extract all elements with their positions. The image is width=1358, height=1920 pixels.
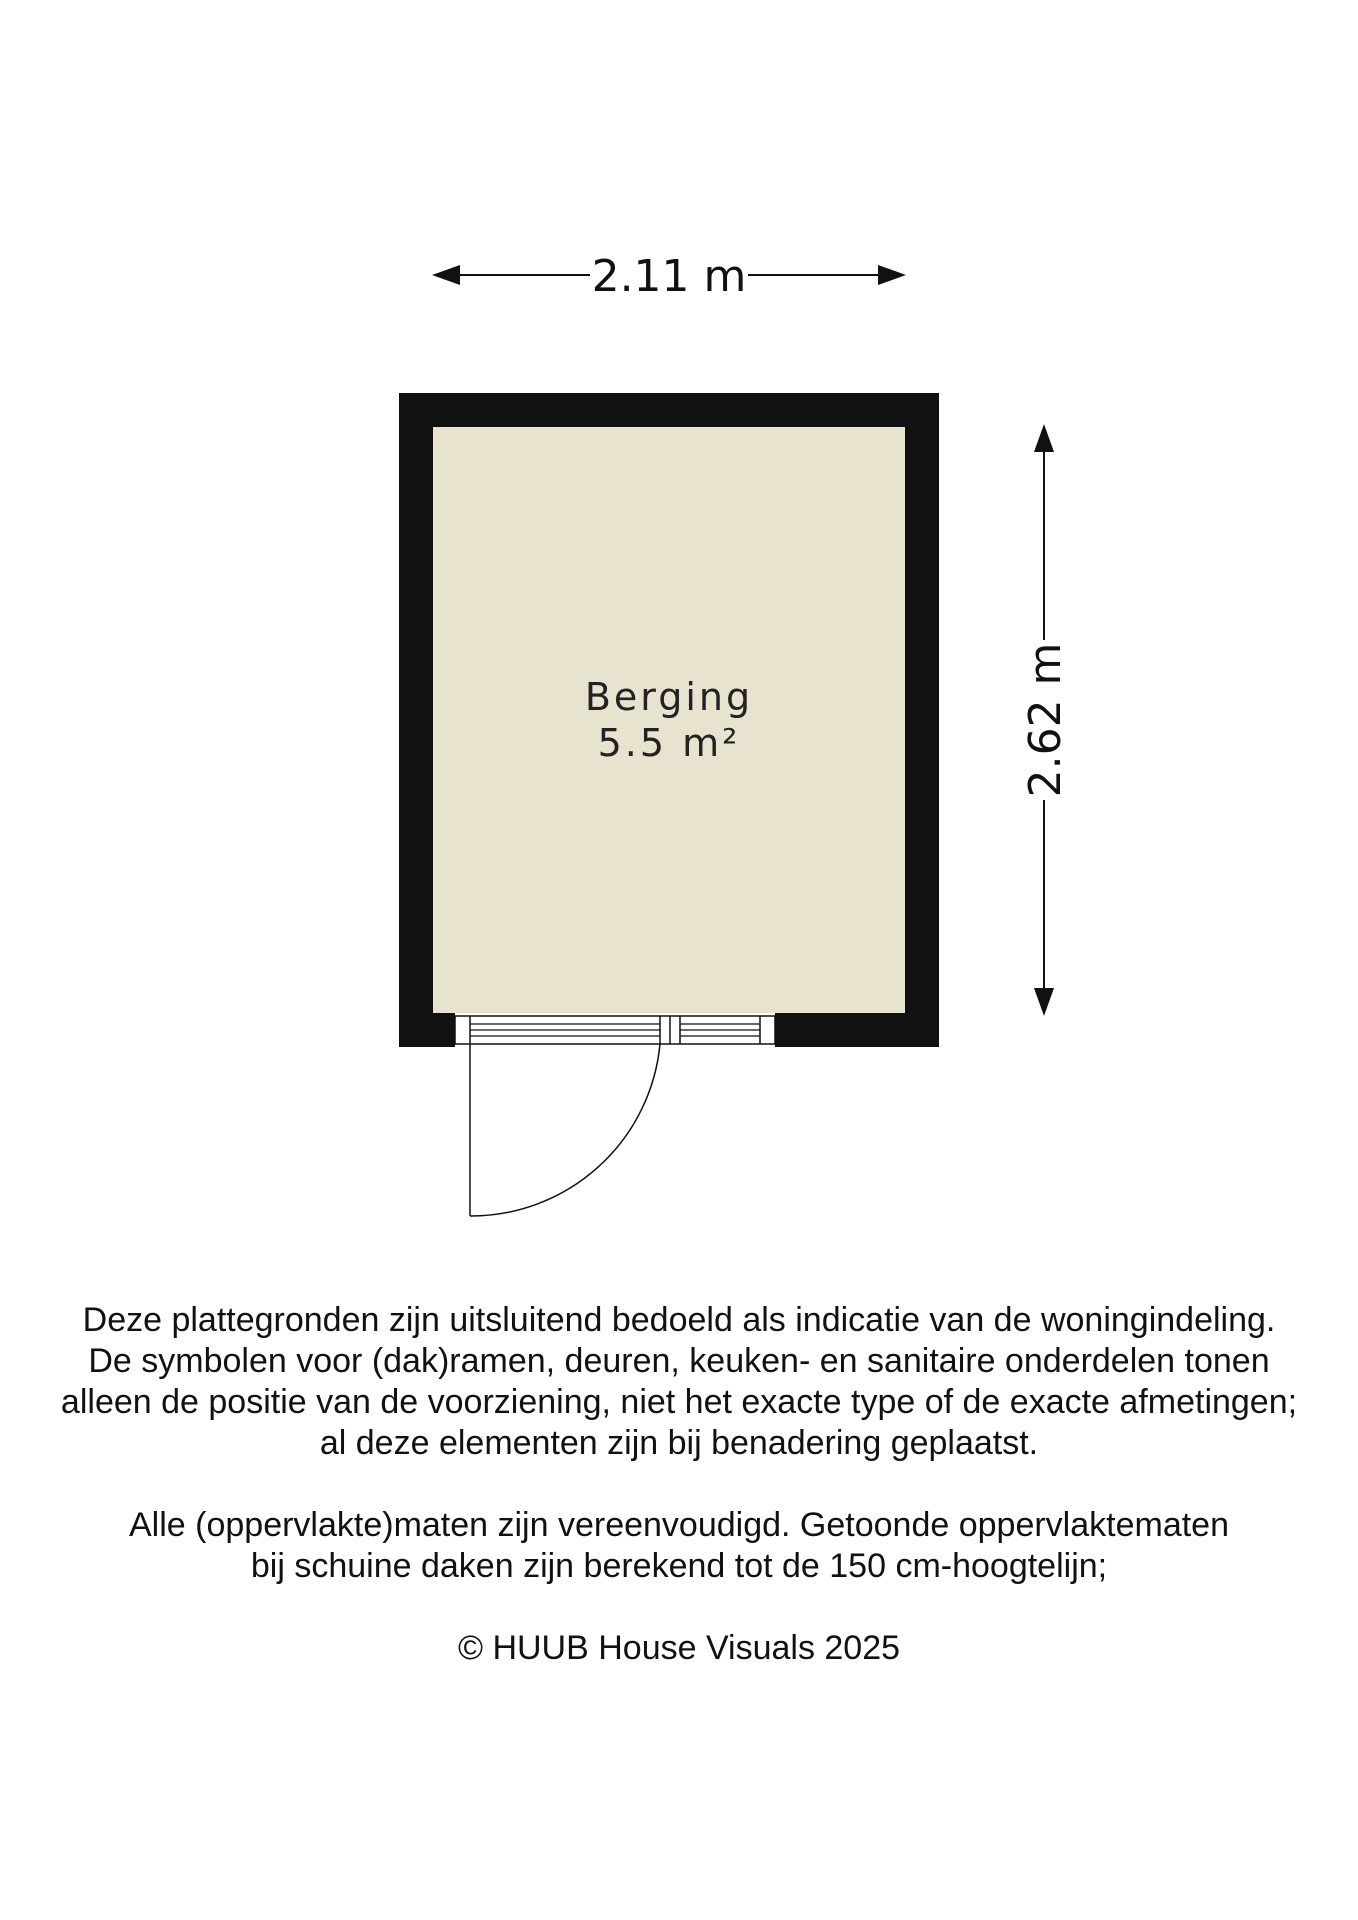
room-walls [399,393,939,1047]
disclaimer [0,1300,1358,1669]
door-arc [470,1044,660,1216]
room-floor [433,427,905,1013]
disclaimer-line: bij schuine daken zijn berekend tot de 150 cm-hoogtelijn; [250,1547,1108,1585]
door-window-frame [455,1016,775,1044]
height-label: 2.62 m [1020,642,1071,798]
width-label: 2.11 m [591,251,747,302]
disclaimer-line: Alle (oppervlakte)maten zijn vereenvoudigd. Getoonde oppervlaktematen [129,1506,1229,1544]
copyright: © HUUB House Visuals 2025 [457,1629,901,1667]
disclaimer-line: alleen de positie van de voorziening, niet het exacte type of de exacte afmetingen; [60,1383,1298,1421]
disclaimer-line: al deze elementen zijn bij benadering geplaatst. [319,1424,1039,1462]
arrow-left-icon [432,265,460,285]
door-swing [470,1044,660,1216]
room-area: 5.5 m² [597,721,741,765]
disclaimer-line: Deze plattegronden zijn uitsluitend bedoeld als indicatie van de woningindeling. [82,1301,1276,1339]
arrow-up-icon [1034,424,1054,452]
room-name: Berging [584,675,754,719]
disclaimer-paragraph-1 [0,1300,1358,1464]
height-dimension [1020,424,1071,1016]
arrow-right-icon [878,265,906,285]
disclaimer-paragraph-2 [0,1505,1358,1587]
disclaimer-line: De symbolen voor (dak)ramen, deuren, keuken- en sanitaire onderdelen tonen [88,1342,1270,1380]
arrow-down-icon [1034,988,1054,1016]
width-dimension [432,251,906,302]
